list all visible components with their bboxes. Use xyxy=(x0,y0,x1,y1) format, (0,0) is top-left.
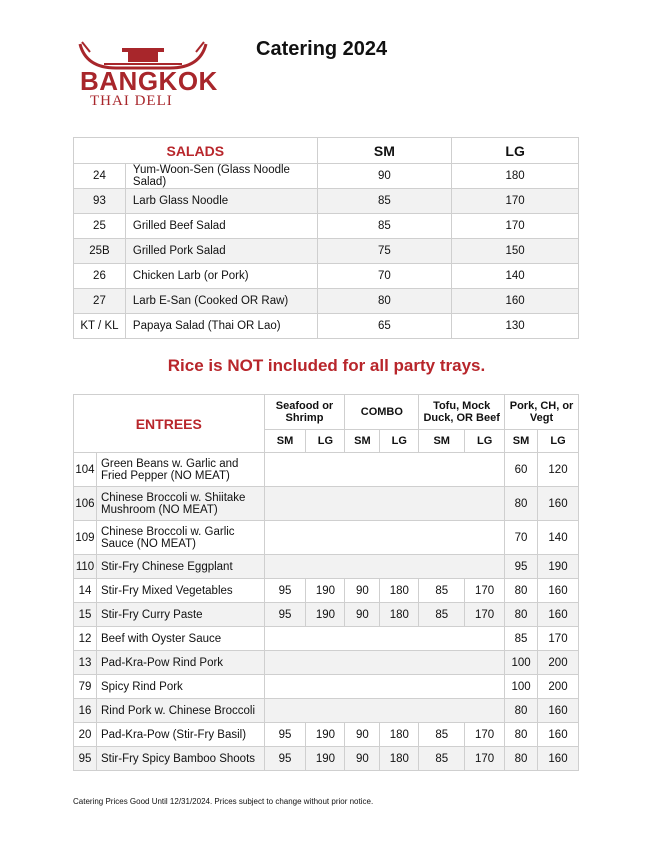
entree-row xyxy=(74,555,579,579)
entree-price-pk-sm: 100 xyxy=(505,651,538,675)
salads-table xyxy=(73,137,579,339)
entree-name: Chinese Broccoli w. Shiitake Mushroom (NO MEAT) xyxy=(96,487,264,521)
size-sm-header: SM xyxy=(505,430,538,453)
salad-name: Grilled Pork Salad xyxy=(125,239,317,264)
entree-price-pk-sm: 80 xyxy=(505,579,538,603)
entree-code: 79 xyxy=(74,675,97,699)
salad-price-lg: 170 xyxy=(452,189,579,214)
entree-price-co-lg: 180 xyxy=(380,747,419,771)
entree-name: Stir-Fry Mixed Vegetables xyxy=(96,579,264,603)
group-tofu-header: Tofu, Mock Duck, OR Beef xyxy=(419,395,505,430)
entree-price-sf-lg: 190 xyxy=(306,723,345,747)
salad-row xyxy=(74,164,579,189)
size-sm-header: SM xyxy=(419,430,465,453)
size-sm-header: SM xyxy=(264,430,306,453)
salad-row xyxy=(74,239,579,264)
entree-code: 104 xyxy=(74,453,97,487)
entree-row xyxy=(74,603,579,627)
size-lg-header: LG xyxy=(306,430,345,453)
entree-name: Spicy Rind Pork xyxy=(96,675,264,699)
entree-name: Rind Pork w. Chinese Broccoli xyxy=(96,699,264,723)
entree-price-empty xyxy=(264,627,505,651)
entree-price-empty xyxy=(264,487,505,521)
entree-row xyxy=(74,579,579,603)
entree-price-sf-sm: 95 xyxy=(264,723,306,747)
entree-price-empty xyxy=(264,555,505,579)
entree-code: 110 xyxy=(74,555,97,579)
entree-price-empty xyxy=(264,521,505,555)
entree-price-pk-sm: 70 xyxy=(505,521,538,555)
entree-price-pk-sm: 80 xyxy=(505,603,538,627)
entree-row xyxy=(74,627,579,651)
entree-name: Pad-Kra-Pow (Stir-Fry Basil) xyxy=(96,723,264,747)
salad-row xyxy=(74,289,579,314)
group-seafood-header: Seafood or Shrimp xyxy=(264,395,345,430)
rice-notice: Rice is NOT included for all party trays. xyxy=(167,356,486,375)
entree-price-pk-sm: 85 xyxy=(505,627,538,651)
entree-price-pk-sm: 95 xyxy=(505,555,538,579)
entree-price-sf-lg: 190 xyxy=(306,747,345,771)
entree-price-pk-lg: 200 xyxy=(538,675,579,699)
entree-price-tf-lg: 170 xyxy=(465,603,505,627)
salads-header-row xyxy=(74,138,579,164)
entree-name: Chinese Broccoli w. Garlic Sauce (NO MEAT) xyxy=(96,521,264,555)
entree-price-pk-lg: 190 xyxy=(538,555,579,579)
entree-row xyxy=(74,651,579,675)
entree-price-pk-lg: 160 xyxy=(538,747,579,771)
entree-row xyxy=(74,723,579,747)
entree-price-pk-lg: 120 xyxy=(538,453,579,487)
salad-code: KT / KL xyxy=(74,314,126,339)
entree-name: Stir-Fry Spicy Bamboo Shoots xyxy=(96,747,264,771)
size-lg-header: LG xyxy=(538,430,579,453)
salad-price-lg: 150 xyxy=(452,239,579,264)
entree-price-empty xyxy=(264,699,505,723)
entree-price-empty xyxy=(264,651,505,675)
entree-price-pk-sm: 100 xyxy=(505,675,538,699)
salad-price-sm: 85 xyxy=(317,214,452,239)
entree-code: 16 xyxy=(74,699,97,723)
entree-code: 95 xyxy=(74,747,97,771)
entrees-section-header: ENTREES xyxy=(74,395,265,453)
salad-code: 27 xyxy=(74,289,126,314)
entree-code: 20 xyxy=(74,723,97,747)
salad-name: Grilled Beef Salad xyxy=(125,214,317,239)
entree-code: 106 xyxy=(74,487,97,521)
size-lg-header: LG xyxy=(465,430,505,453)
salad-price-lg: 180 xyxy=(452,164,579,189)
salad-price-lg: 160 xyxy=(452,289,579,314)
entree-price-co-lg: 180 xyxy=(380,579,419,603)
entree-price-pk-lg: 160 xyxy=(538,579,579,603)
entree-code: 109 xyxy=(74,521,97,555)
salad-row xyxy=(74,264,579,289)
entree-price-co-lg: 180 xyxy=(380,723,419,747)
entree-price-sf-sm: 95 xyxy=(264,603,306,627)
entrees-table xyxy=(73,394,579,771)
salad-price-sm: 80 xyxy=(317,289,452,314)
entree-price-co-sm: 90 xyxy=(345,747,380,771)
entree-price-co-lg: 180 xyxy=(380,603,419,627)
salads-section-header: SALADS xyxy=(74,138,318,164)
group-pork-header: Pork, CH, or Vegt xyxy=(505,395,579,430)
entree-code: 12 xyxy=(74,627,97,651)
entree-price-pk-sm: 80 xyxy=(505,723,538,747)
entree-name: Beef with Oyster Sauce xyxy=(96,627,264,651)
entree-price-tf-sm: 85 xyxy=(419,747,465,771)
entree-price-tf-lg: 170 xyxy=(465,579,505,603)
group-combo-header: COMBO xyxy=(345,395,419,430)
salad-code: 25 xyxy=(74,214,126,239)
salad-price-lg: 140 xyxy=(452,264,579,289)
entree-price-pk-sm: 80 xyxy=(505,747,538,771)
salad-price-sm: 65 xyxy=(317,314,452,339)
entree-price-pk-lg: 160 xyxy=(538,699,579,723)
salad-row xyxy=(74,314,579,339)
entree-price-co-sm: 90 xyxy=(345,723,380,747)
salad-code: 26 xyxy=(74,264,126,289)
entree-price-tf-lg: 170 xyxy=(465,723,505,747)
entree-name: Pad-Kra-Pow Rind Pork xyxy=(96,651,264,675)
entree-code: 15 xyxy=(74,603,97,627)
salad-code: 25B xyxy=(74,239,126,264)
entree-price-sf-lg: 190 xyxy=(306,603,345,627)
entree-row xyxy=(74,747,579,771)
entree-price-empty xyxy=(264,675,505,699)
entree-price-empty xyxy=(264,453,505,487)
salad-price-sm: 75 xyxy=(317,239,452,264)
salads-sm-header: SM xyxy=(317,138,452,164)
page-title: Catering 2024 xyxy=(256,38,388,60)
salad-row xyxy=(74,189,579,214)
entree-price-pk-lg: 160 xyxy=(538,487,579,521)
entree-price-pk-sm: 60 xyxy=(505,453,538,487)
salad-name: Larb Glass Noodle xyxy=(125,189,317,214)
entree-price-pk-sm: 80 xyxy=(505,699,538,723)
salad-price-lg: 170 xyxy=(452,214,579,239)
entree-price-tf-lg: 170 xyxy=(465,747,505,771)
entree-price-tf-sm: 85 xyxy=(419,603,465,627)
entree-price-pk-lg: 200 xyxy=(538,651,579,675)
salad-name: Papaya Salad (Thai OR Lao) xyxy=(125,314,317,339)
entree-name: Stir-Fry Curry Paste xyxy=(96,603,264,627)
salad-row xyxy=(74,214,579,239)
salads-lg-header: LG xyxy=(452,138,579,164)
size-lg-header: LG xyxy=(380,430,419,453)
salad-name: Chicken Larb (or Pork) xyxy=(125,264,317,289)
salad-price-lg: 130 xyxy=(452,314,579,339)
entree-price-sf-sm: 95 xyxy=(264,747,306,771)
entree-name: Stir-Fry Chinese Eggplant xyxy=(96,555,264,579)
salad-code: 93 xyxy=(74,189,126,214)
salad-price-sm: 90 xyxy=(317,164,452,189)
entree-price-pk-lg: 170 xyxy=(538,627,579,651)
footer-note: Catering Prices Good Until 12/31/2024. Prices subject to change without prior notice. xyxy=(73,797,374,806)
entree-row xyxy=(74,487,579,521)
salad-code: 24 xyxy=(74,164,126,189)
salad-name: Yum-Woon-Sen (Glass Noodle Salad) xyxy=(125,164,317,189)
entree-price-sf-lg: 190 xyxy=(306,579,345,603)
size-sm-header: SM xyxy=(345,430,380,453)
entree-price-tf-sm: 85 xyxy=(419,579,465,603)
logo-brand-subtitle: THAI DELI xyxy=(90,93,173,109)
entree-price-sf-sm: 95 xyxy=(264,579,306,603)
entree-price-co-sm: 90 xyxy=(345,603,380,627)
entree-price-pk-lg: 160 xyxy=(538,723,579,747)
entree-row xyxy=(74,521,579,555)
entree-price-pk-sm: 80 xyxy=(505,487,538,521)
entree-code: 14 xyxy=(74,579,97,603)
entree-price-pk-lg: 140 xyxy=(538,521,579,555)
entree-code: 13 xyxy=(74,651,97,675)
entree-row xyxy=(74,699,579,723)
salad-price-sm: 85 xyxy=(317,189,452,214)
logo-brand-name: BANGKOK xyxy=(80,66,218,96)
salad-name: Larb E-San (Cooked OR Raw) xyxy=(125,289,317,314)
entrees-group-header-row xyxy=(74,395,579,430)
entree-price-co-sm: 90 xyxy=(345,579,380,603)
salad-price-sm: 70 xyxy=(317,264,452,289)
entree-price-tf-sm: 85 xyxy=(419,723,465,747)
entree-row xyxy=(74,453,579,487)
entree-row xyxy=(74,675,579,699)
entree-price-pk-lg: 160 xyxy=(538,603,579,627)
entree-name: Green Beans w. Garlic and Fried Pepper (NO MEAT) xyxy=(96,453,264,487)
